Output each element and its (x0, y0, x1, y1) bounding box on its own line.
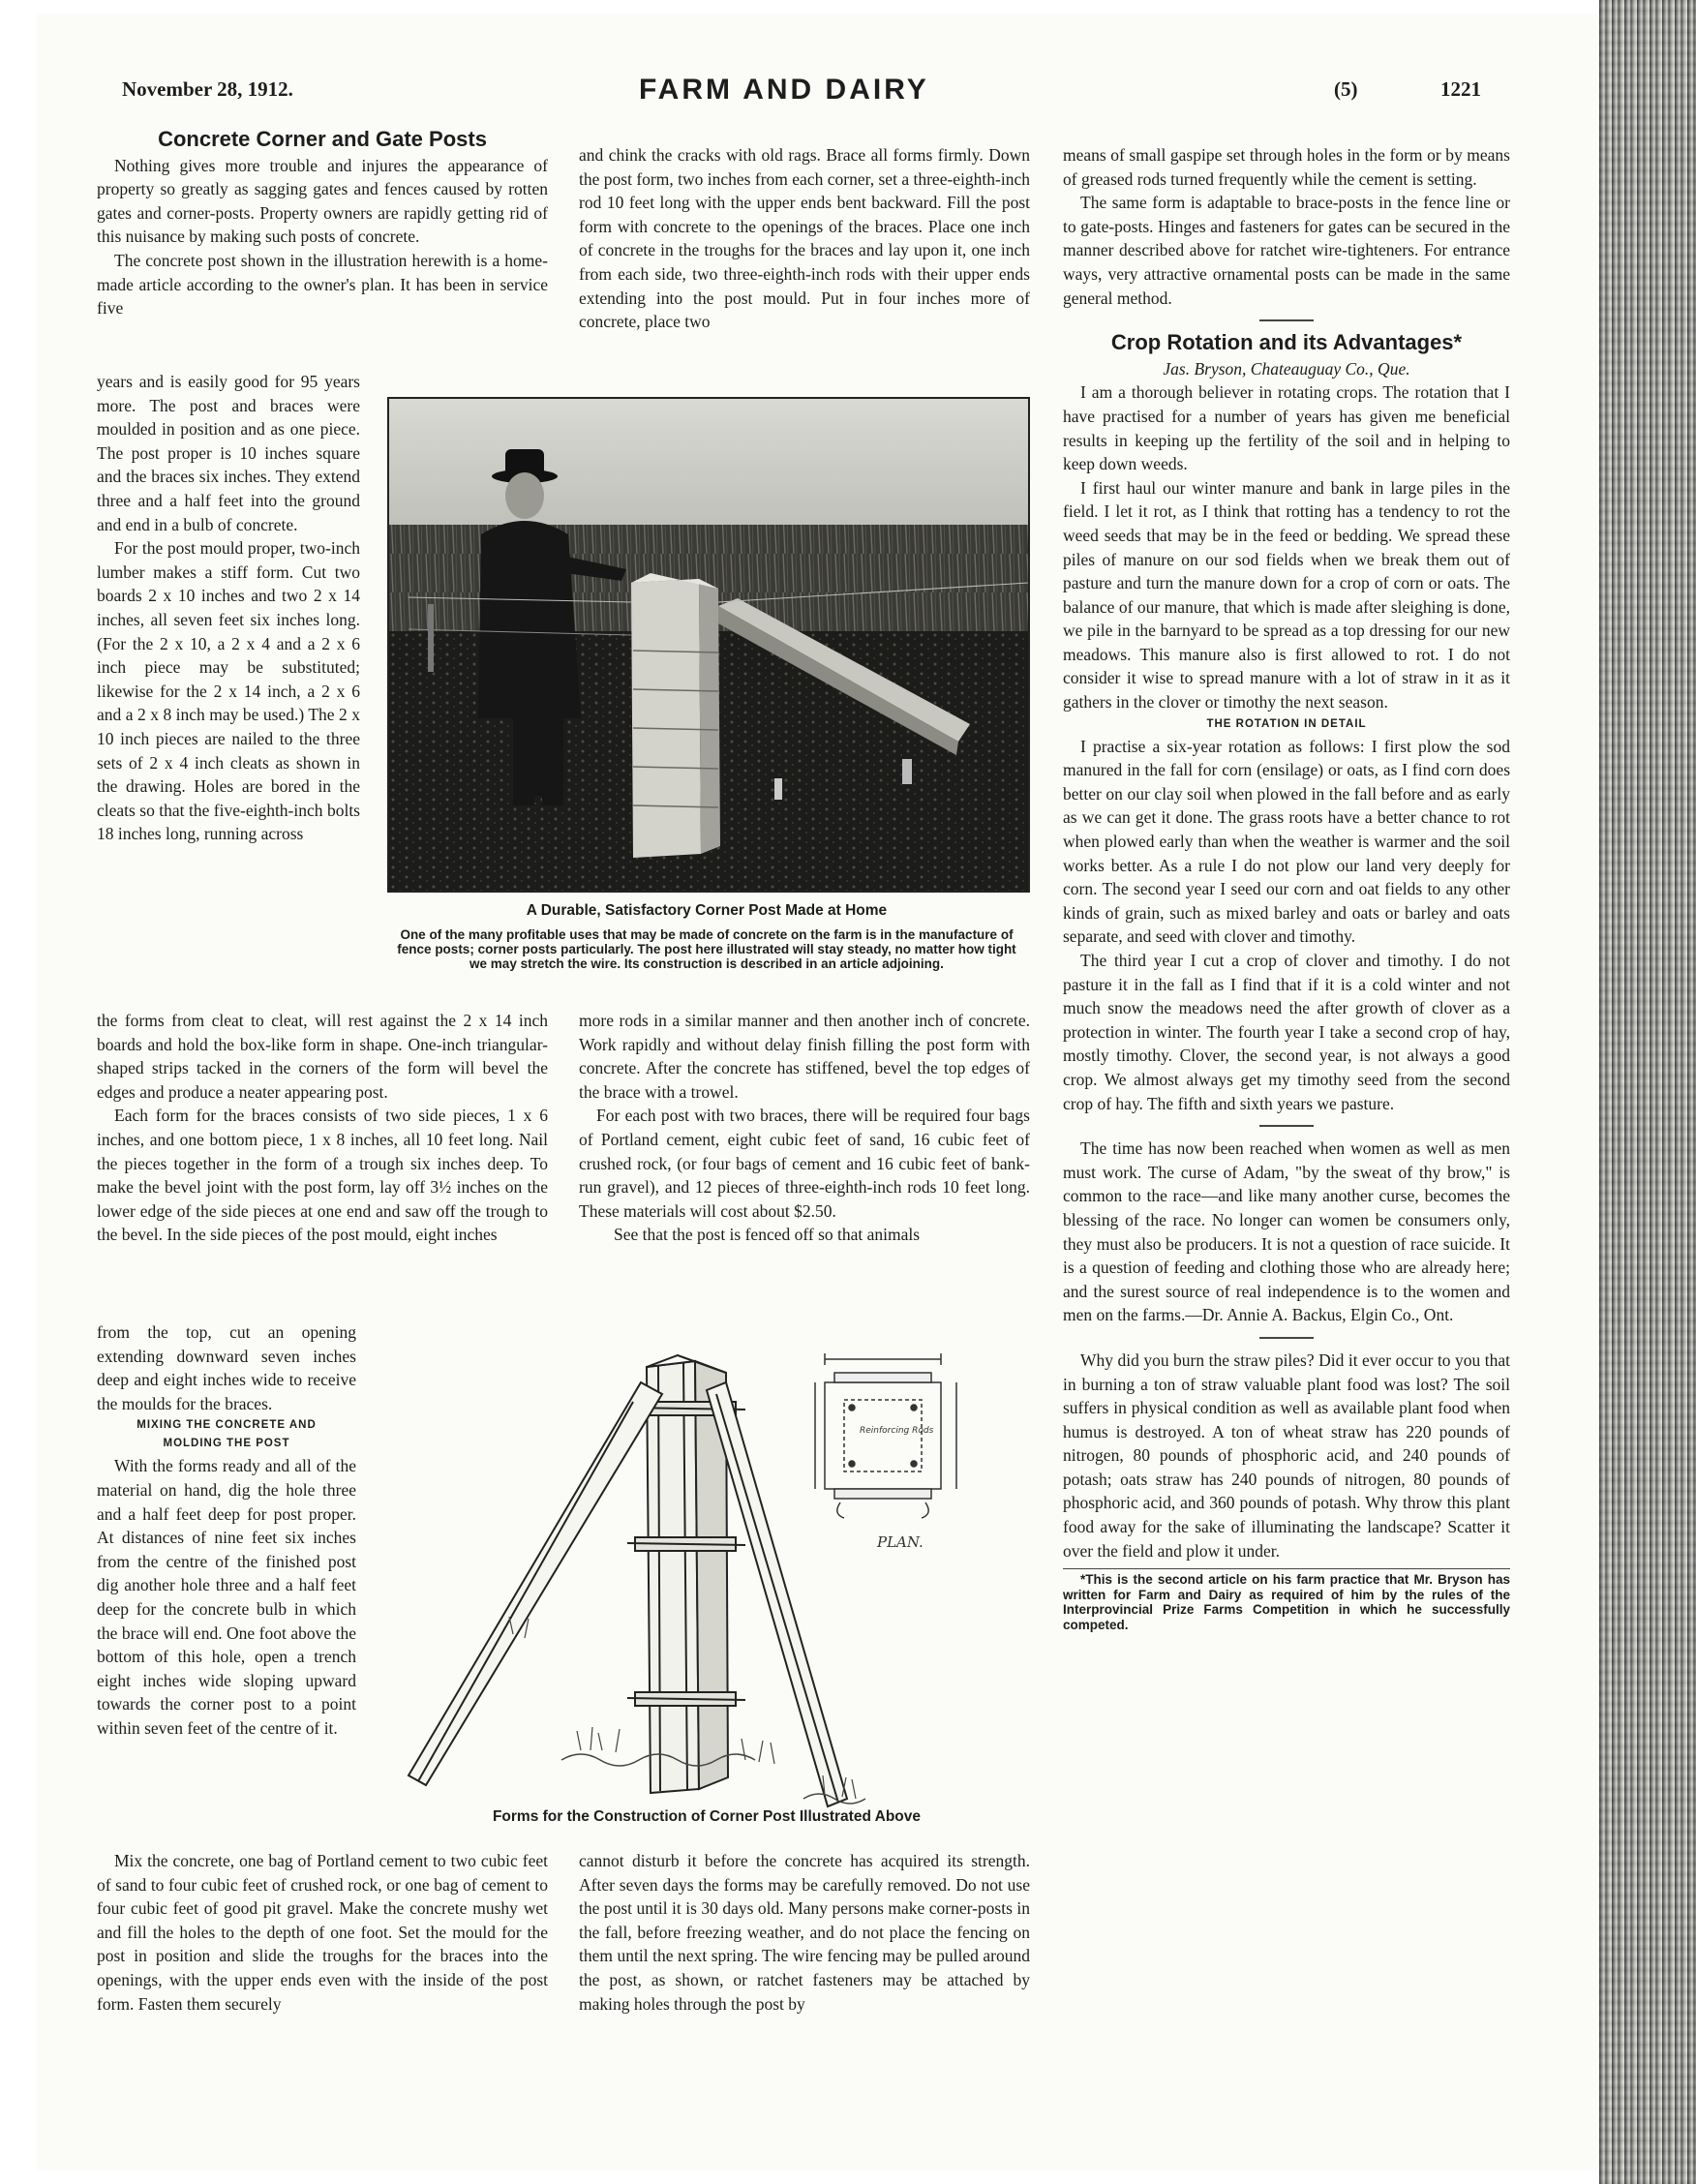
column-three (1063, 143, 1510, 1632)
paragraph: Mix the concrete, one bag of Portland cement to two cubic feet of sand to four cubic feet of crushed rock, or one bag of cement to four cubic feet of good pit gravel. Make the concrete mushy wet and fill the holes to the depth of one foot. Set the mould for the post in position and slide the troughs for the braces into the openings, with the upper ends even with the inside of the post form. Fasten them securely (97, 1851, 548, 2014)
page-number: 1221 (1440, 77, 1481, 101)
paragraph: I practise a six-year rotation as follows: I first plow the sod manured in the fall for corn (ensilage) or oats, as I find corn does better on our clay soil when plowed in the fall before and as early as we can get it done. The grass roots have a better chance to rot when plowed early than when the weather is warmer and the soil works better. As a rule I do not plow our land very deeply for corn. The second year I seed our corn and oat fields to any other kinds of grain, such as mixed barley and oats or barley and oats separate, and seed with clover and timothy. (1063, 736, 1510, 947)
paragraph: Each form for the braces consists of two side pieces, 1 x 6 inches, and one bottom piece, 1 x 8 inches, all 10 feet long. Nail the pieces together in the form of a trough six inches deep. To make the bevel joint with the post form, lay off 3½ inches on the lower edge of the side pieces at one end and saw off the trough to the bevel. In the side pieces of the post mould, eight inches (97, 1106, 548, 1245)
corner-post-photo (387, 397, 1030, 893)
footnote: *This is the second article on his farm practice that Mr. Bryson has written for Farm and Dairy as required of him by the rules of the Interprovincial Prize Farms Competition in which he successfully competed. (1063, 1572, 1510, 1632)
paragraph: The time has now been reached when women as well as men must work. The curse of Adam, "by the sweat of thy brow," is common to the race—and like many another curse, becomes the blessing of the race. No longer can women be consumers only, they must also be producers. It is not a question of race suicide. It is a question of feeding and clothing those who are already here; and the surest source of real independence is to the women and men on the farms.—Dr. Annie A. Backus, Elgin Co., Ont. (1063, 1138, 1510, 1325)
photo-subcaption: One of the many profitable uses that may be made of concrete on the farm is in the manufacture of fence posts; corner posts particularly. The post here illustrated will stay steady, no matter how tight we may stretch the wire. Its construction is described in an article adjoining. (397, 927, 1016, 971)
article-concrete-posts-top (97, 128, 548, 320)
article-concrete-posts-col2-bottom (579, 1849, 1030, 2016)
section-number: (5) (1334, 77, 1358, 101)
paragraph: I first haul our winter manure and bank in large piles in the field. I let it rot, as I think that rotting has a tendency to rot the weed seeds that may be in the feed or bedding. We spread these piles of manure on our sod fields when we break them out of pasture and turn the manure down for a crop of corn or oats. The balance of our manure, that which is made after sleighing is done, we pile in the barnyard to be spread as a top dressing for our new meadows. This manure also is first allowed to rot. I do not consider it wise to spread manure with a lot of straw in it as it gathers in the clover or timothy the next season. (1063, 477, 1510, 713)
paragraph: I am a thorough believer in rotating crops. The rotation that I have practised for a number of years has given me beneficial results in keeping up the fertility of the soil and in helping to keep down weeds. (1063, 382, 1510, 474)
issue-date: November 28, 1912. (122, 77, 293, 101)
paragraph: from the top, cut an opening extending downward seven inches deep and eight inches wide to receive the moulds for the braces. (97, 1322, 356, 1413)
article-concrete-posts-col2-top (579, 143, 1030, 334)
paragraph: means of small gaspipe set through holes in the form or by means of greased rods turned frequently while the cement is setting. (1063, 145, 1510, 189)
article-concrete-posts-bottom (97, 1849, 548, 2016)
paragraph: See that the post is fenced off so that animals (614, 1225, 921, 1245)
paragraph: For each post with two braces, there will be required four bags of Portland cement, eight cubic feet of sand, 16 cubic feet of crushed rock, (or four bags of cement and 16 cubic feet of bank-run gravel), and 12 pieces of three-eighth-inch rods 10 feet long. These materials will cost about $2.50. (579, 1106, 1030, 1221)
footnote-rule (1063, 1568, 1510, 1569)
article-byline: Jas. Bryson, Chateauguay Co., Que. (1163, 358, 1410, 379)
plan-label: PLAN. (877, 1533, 924, 1551)
article-concrete-posts-col2-mid (579, 1009, 1030, 1247)
paragraph: more rods in a similar manner and then another inch of concrete. Work rapidly and without delay finish filling the post form with concrete. After the concrete has stiffened, bevel the top edges of the brace with a trowel. (579, 1011, 1030, 1102)
paragraph: The same form is adaptable to brace-posts in the fence line or to gate-posts. Hinges and fasteners for gates can be secured in the manner described above for ratchet wire-tighteners. For entrance ways, very attractive ornamental posts can be made in the same general method. (1063, 193, 1510, 308)
drawing-caption: Forms for the Construction of Corner Post Illustrated Above (492, 1808, 922, 1825)
divider-rule (1259, 1125, 1314, 1127)
article-title-crop-rotation: Crop Rotation and its Advantages* (1110, 330, 1463, 355)
divider-rule (1259, 1337, 1314, 1339)
masthead: FARM AND DAIRY (639, 74, 929, 106)
photo-caption: A Durable, Satisfactory Corner Post Made at Home (526, 902, 888, 919)
paragraph: years and is easily good for 95 years more. The post and braces were moulded in position and as one piece. The post proper is 10 inches square and the braces six inches. They extend three and a half feet into the ground and end in a bulb of concrete. (97, 372, 360, 534)
plan-view-diagram (815, 1353, 956, 1518)
paragraph: and chink the cracks with old rags. Brace all forms firmly. Down the post form, two inches from each corner, set a three-eighth-inch rod 10 feet long with the upper ends bent backward. Fill the post form with concrete to the openings of the braces. Place one inch of concrete in the troughs for the braces and lay upon it, one inch from each side, two three-eighth-inch rods with their upper ends extending into the post mould. Put in four inches more of concrete, place two (579, 145, 1030, 332)
post-form-drawing-image (387, 1344, 1026, 1818)
paragraph: Why did you burn the straw piles? Did it ever occur to you that in burning a ton of straw valuable plant food was lost? The soil suffers in physical condition as well as available plant food when humus is destroyed. A ton of wheat straw has 220 pounds of nitrogen, 80 pounds of phosphoric acid, and 240 pounds of potash; oats straw has 240 pounds of nitrogen, 80 pounds of phosphoric acid, and 360 pounds of potash. Why throw this plant food away for the sake of illuminating the landscape? Scatter it over the field and plow it under. (1063, 1350, 1510, 1561)
paragraph: Nothing gives more trouble and injures the appearance of property so greatly as sagging gates and fences caused by rotten gates and corner-posts. Property owners are rapidly getting rid of this nuisance by making such posts of concrete. (97, 155, 548, 247)
plan-reinforcing-label: Reinforcing Rods (860, 1426, 934, 1436)
book-binding-edge (1599, 0, 1696, 2184)
article-concrete-posts-narrow2 (97, 1320, 356, 1741)
subheading: MOLDING THE POST (163, 1438, 290, 1450)
article-concrete-posts-narrow (97, 370, 360, 846)
subheading: MIXING THE CONCRETE AND (136, 1419, 317, 1432)
paragraph: cannot disturb it before the concrete has acquired its strength. After seven days the forms may be carefully removed. Do not use the post until it is 30 days old. Many persons make corner-posts in the fall, before freezing weather, and do not place the fencing on them until the next spring. The wire fencing may be pulled around the post, as shown, or ratchet fasteners may be attached by making holes through the post by (579, 1851, 1030, 2014)
paragraph: With the forms ready and all of the material on hand, dig the hole three and a half feet deep for post proper. At distances of nine feet six inches from the centre of the finished post dig another hole three and a half feet deep for the concrete bulb in which the brace will end. One foot above the bottom of this hole, open a trench eight inches wide sloping upward towards the corner post to a point within seven feet of the centre of it. (97, 1456, 356, 1738)
paragraph: The third year I cut a crop of clover and timothy. I do not pasture it in the fall as I find that if it is a cold winter and not much snow the meadows need the after growth of clover as a protection in winter. The fourth year I take a second crop of hay, mostly timothy. Clover, the second year, is not always a good crop. We almost always get my timothy seed from the second crop of hay. The fifth and sixth years we pasture. (1063, 951, 1510, 1113)
paragraph: The concrete post shown in the illustration herewith is a home-made article according to the owner's plan. It has been in service five (97, 250, 548, 318)
paragraph: For the post mould proper, two-inch lumber makes a stiff form. Cut two boards 2 x 10 inches and two 2 x 14 inches, all seven feet six inches long. (For the 2 x 10, a 2 x 4 and a 2 x 6 inch piece may be substituted; likewise for the 2 x 14 inch, a 2 x 6 and a 2 x 8 inch may be used.) The 2 x 10 inch pieces are nailed to the three sets of 2 x 4 inch cleats as shown in the drawing. Holes are bored in the cleats so that the five-eighth-inch bolts 18 inches long, running across (97, 538, 360, 844)
article-title-concrete-posts: Concrete Corner and Gate Posts (158, 127, 487, 151)
subheading: THE ROTATION IN DETAIL (1206, 717, 1367, 730)
corner-post-photo-image (389, 399, 1028, 891)
post-form-drawing (387, 1344, 1026, 1818)
paragraph: the forms from cleat to cleat, will rest against the 2 x 14 inch boards and hold the box-like form in shape. One-inch triangular-shaped strips tacked in the corners of the form will bevel the edges and produce a neater appearing post. (97, 1011, 548, 1102)
article-concrete-posts-mid (97, 1009, 548, 1247)
divider-rule (1259, 319, 1314, 321)
